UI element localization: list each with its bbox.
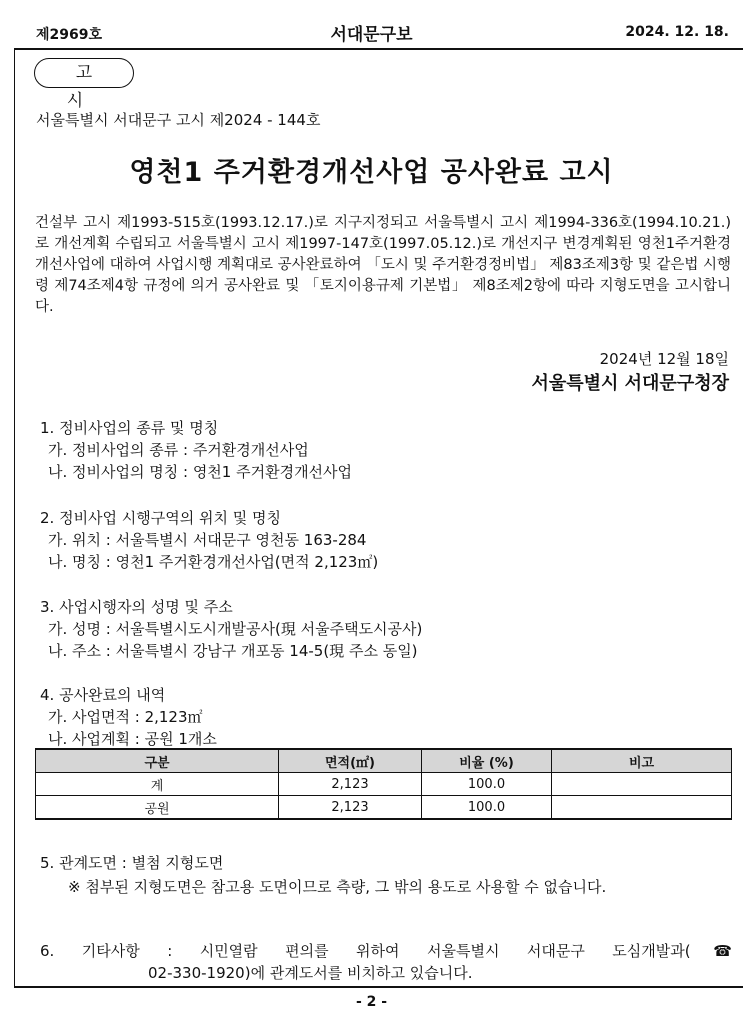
publication-date: 2024. 12. 18. (625, 24, 729, 40)
notice-badge: 고 시 (34, 58, 134, 88)
section-1-item-b: 나. 정비사업의 명칭 : 영천1 주거환경개선사업 (48, 463, 353, 481)
table-cell: 공원 (36, 796, 279, 820)
signature-date: 2024년 12월 18일 (599, 350, 729, 368)
section-4-item-b: 나. 사업계획 : 공원 1개소 (48, 730, 217, 748)
section-5-heading: 5. 관계도면 : 별첨 지형도면 (40, 854, 224, 872)
notice-number: 서울특별시 서대문구 고시 제2024 - 144호 (36, 111, 321, 129)
footer-rule (14, 986, 743, 988)
section-6-line-1: 6. 기타사항 : 시민열람 편의를 위하여 서울특별시 서대문구 도심개발과(☎ (40, 942, 732, 960)
table-cell: 2,123 (279, 796, 422, 820)
table-cell: 100.0 (422, 773, 552, 796)
section-1-item-a: 가. 정비사업의 종류 : 주거환경개선사업 (48, 441, 309, 459)
table-header-cell: 면적(㎡) (279, 749, 422, 773)
signature-office: 서울특별시 서대문구청장 (531, 373, 729, 394)
header-rule (14, 48, 743, 50)
table-cell: 2,123 (279, 773, 422, 796)
table-header-cell: 구분 (36, 749, 279, 773)
table-cell (552, 773, 732, 796)
issue-number: 제2969호 (36, 27, 103, 43)
section-3-item-a: 가. 성명 : 서울특별시도시개발공사(現 서울주택도시공사) (48, 620, 423, 638)
section-2-item-a: 가. 위치 : 서울특별시 서대문구 영천동 163-284 (48, 531, 367, 549)
section-2-item-b: 나. 명칭 : 영천1 주거환경개선사업(면적 2,123㎡) (48, 553, 379, 571)
table-cell: 100.0 (422, 796, 552, 820)
table-header-row (36, 749, 732, 773)
section-4-item-a: 가. 사업면적 : 2,123㎡ (48, 708, 203, 726)
table-header-cell: 비고 (552, 749, 732, 773)
table-row (36, 773, 732, 796)
section-2-heading: 2. 정비사업 시행구역의 위치 및 명칭 (40, 509, 282, 527)
section-6-line-2: 02-330-1920)에 관계도서를 비치하고 있습니다. (148, 964, 473, 982)
completion-table (35, 748, 732, 820)
section-1-heading: 1. 정비사업의 종류 및 명칭 (40, 419, 219, 437)
notice-body: 건설부 고시 제1993-515호(1993.12.17.)로 지구지정되고 서울특별시 고시 제1994-336호(1994.10.21.)로 개선계획 수립되고 서울특별시 고시 제1997-147호(1997.05.12.)로 개선지구 변경계획된 영천1주거환경개선사업에 대하여 사업시행 계획대로 공사완료하여 「도시 및 주거환경정비법」 제83조제3항 및 같은법 시행령 제74조제4항 규정에 의거 공사완료 및 「토지이용규제 기본법」 제8조제2항에 따라 지형도면을 고시합니다. (35, 215, 731, 315)
page-header (0, 20, 743, 46)
table-cell (552, 796, 732, 820)
document-title: 영천1 주거환경개선사업 공사완료 고시 (129, 157, 614, 188)
publication-title: 서대문구보 (330, 25, 413, 45)
table-header-cell: 비율 (%) (422, 749, 552, 773)
section-4-heading: 4. 공사완료의 내역 (40, 686, 166, 704)
table-row (36, 796, 732, 820)
section-3-item-b: 나. 주소 : 서울특별시 강남구 개포동 14-5(現 주소 동일) (48, 642, 418, 660)
section-5-note: ※ 첨부된 지형도면은 참고용 도면이므로 측량, 그 밖의 용도로 사용할 수 없습니다. (68, 878, 607, 896)
page-number: - 2 - (355, 994, 388, 1010)
section-3-heading: 3. 사업시행자의 성명 및 주소 (40, 598, 233, 616)
table-cell: 계 (36, 773, 279, 796)
